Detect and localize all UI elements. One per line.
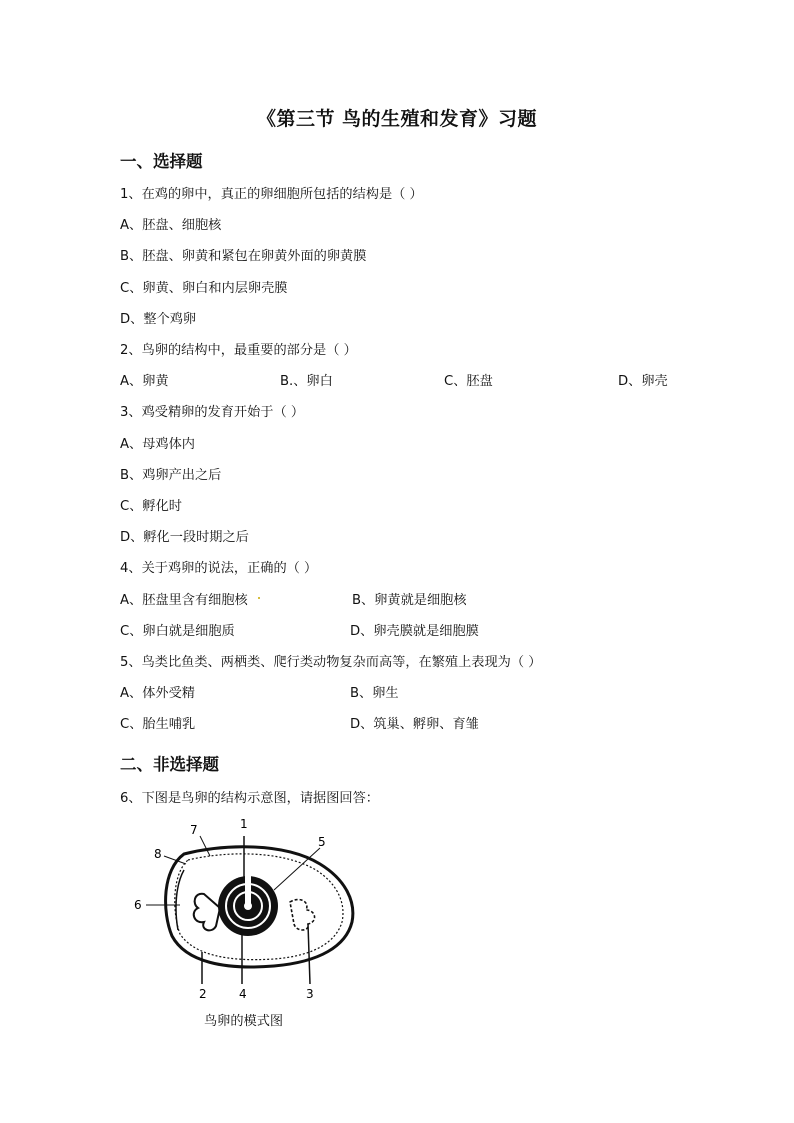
question-5-option-b: B、卵生 — [350, 686, 399, 701]
diagram-caption: 鸟卵的模式图 — [204, 1014, 284, 1029]
question-3-option-d: D、孵化一段时期之后 — [120, 530, 249, 545]
question-3-option-a: A、母鸡体内 — [120, 437, 195, 452]
question-2-options — [120, 373, 700, 391]
question-2-option-a: A、卵黄 — [120, 374, 169, 389]
question-1: 1、在鸡的卵中，真正的卵细胞所包括的结构是（ ） — [120, 187, 423, 202]
question-4-options-row1 — [120, 592, 700, 610]
question-6: 6、下图是鸟卵的结构示意图，请据图回答： — [120, 791, 379, 806]
question-5-options-row2 — [120, 716, 700, 734]
question-3-option-b: B、鸡卵产出之后 — [120, 468, 222, 483]
label-2: 2 — [199, 987, 207, 1001]
question-5-options-row1 — [120, 685, 700, 703]
question-4-option-b: B、卵黄就是细胞核 — [352, 593, 467, 608]
question-2: 2、鸟卵的结构中，最重要的部分是（ ） — [120, 343, 357, 358]
question-5-option-a: A、体外受精 — [120, 686, 195, 701]
egg-structure-diagram — [124, 812, 364, 1040]
label-8: 8 — [154, 847, 162, 861]
label-7: 7 — [190, 823, 198, 837]
question-2-option-d: D、卵壳 — [618, 374, 668, 389]
question-4-option-a: A、胚盘里含有细胞核 — [120, 593, 248, 608]
question-2-option-b: B.、卵白 — [280, 374, 333, 389]
question-1-option-a: A、胚盘、细胞核 — [120, 218, 222, 233]
label-5: 5 — [318, 835, 326, 849]
question-4-option-d: D、卵壳膜就是细胞膜 — [350, 624, 479, 639]
question-5-option-c: C、胎生哺乳 — [120, 717, 196, 732]
egg-diagram-svg — [124, 812, 364, 1040]
stray-mark — [258, 597, 260, 599]
question-5: 5、鸟类比鱼类、两栖类、爬行类动物复杂而高等，在繁殖上表现为（ ） — [120, 655, 542, 670]
label-3: 3 — [306, 987, 314, 1001]
question-5-option-d: D、筑巢、孵卵、育雏 — [350, 717, 479, 732]
question-4-options-row2 — [120, 623, 700, 641]
question-2-option-c: C、胚盘 — [444, 374, 493, 389]
section-heading-choice: 一、选择题 — [120, 152, 203, 171]
section-heading-non-choice: 二、非选择题 — [120, 755, 219, 774]
label-4: 4 — [239, 987, 247, 1001]
question-1-option-c: C、卵黄、卵白和内层卵壳膜 — [120, 281, 288, 296]
label-6: 6 — [134, 898, 142, 912]
question-4-option-c: C、卵白就是细胞质 — [120, 624, 235, 639]
label-1: 1 — [240, 817, 248, 831]
question-3: 3、鸡受精卵的发育开始于（ ） — [120, 405, 305, 420]
question-1-option-d: D、整个鸡卵 — [120, 312, 197, 327]
question-3-option-c: C、孵化时 — [120, 499, 182, 514]
question-4: 4、关于鸡卵的说法，正确的（ ） — [120, 561, 318, 576]
latebra — [245, 876, 251, 904]
question-1-option-b: B、胚盘、卵黄和紧包在卵黄外面的卵黄膜 — [120, 249, 367, 264]
page-title: 《第三节 鸟的生殖和发育》习题 — [256, 108, 538, 130]
